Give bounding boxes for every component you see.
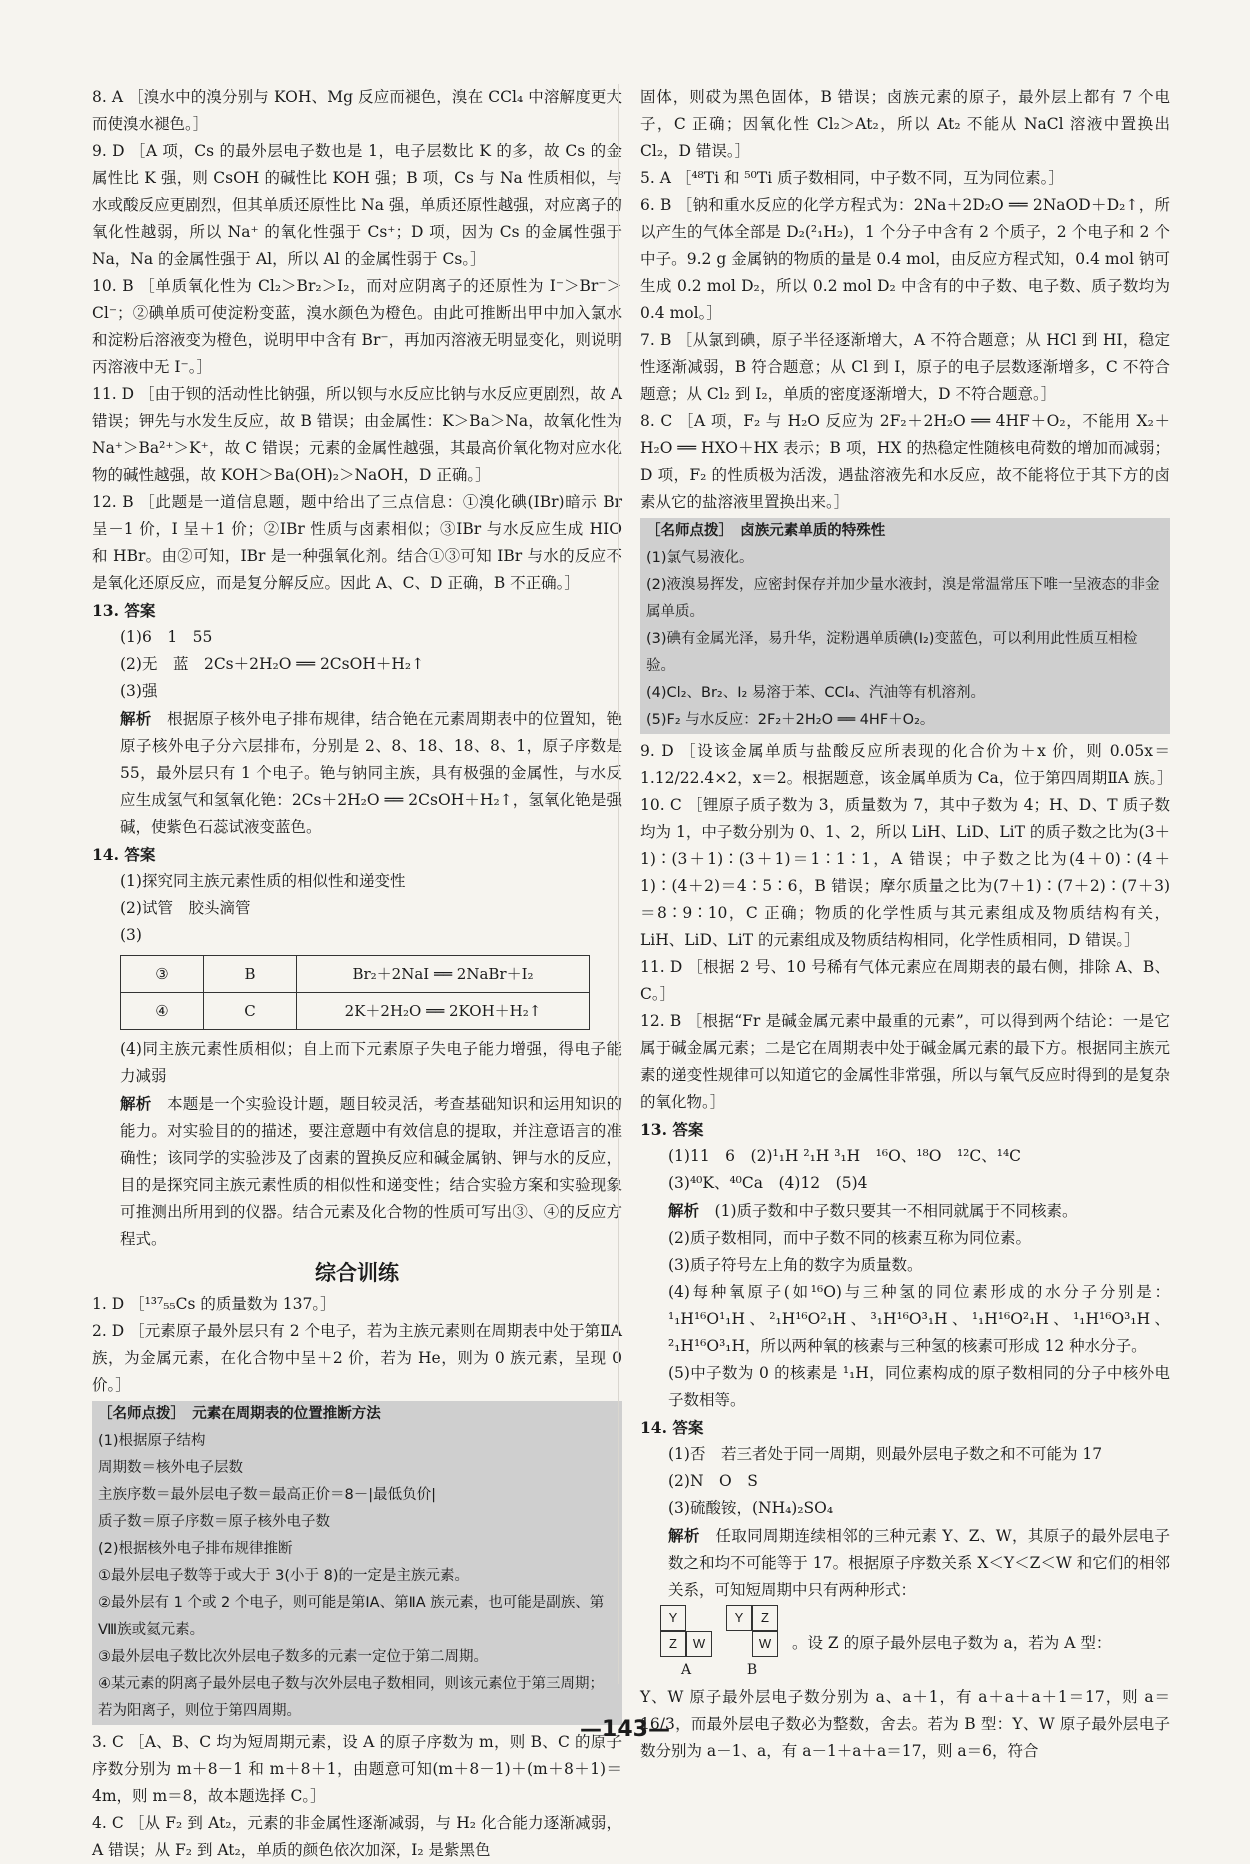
grid-cell: Z (660, 1631, 686, 1657)
diagram-a (660, 1604, 712, 1684)
diagram-label: B (746, 1661, 758, 1678)
table-cell: Br₂＋2NaI ══ 2NaBr＋I₂ (297, 956, 590, 993)
analysis-line: (3)质子符号左上角的数字为质量数。 (668, 1256, 923, 1274)
right-column (640, 84, 1173, 1765)
table-cell: C (204, 993, 297, 1030)
diagram-label: A (680, 1661, 692, 1678)
page-number: —143— (580, 1717, 670, 1742)
analysis-line: Y、W 原子最外层电子数分别为 a、a＋1，有 a＋a＋a＋1＝17，则 a＝16/3，而最外层电子数必为整数，舍去。若为 B 型：Y、W 原子最外层电子数分别为 a－1、a，有 a－1＋a＋a＝17，则 a＝6，符合 (640, 1687, 1171, 1760)
analysis-label: 解析 (668, 1526, 700, 1545)
answer-line: (1)6 1 55 (120, 628, 213, 646)
answer-heading: 14. 答案 (640, 1418, 704, 1437)
grid-cell: Y (660, 1605, 686, 1631)
tip-line: ③最外层电子数比次外层电子数多的元素一定位于第二周期。 (98, 1649, 488, 1665)
answer-line: (3)强 (120, 682, 158, 700)
grid-cell: W (752, 1631, 778, 1657)
tip-line: 质子数＝原子序数＝原子核外电子数 (98, 1514, 330, 1530)
answer-item: 2. D ［元素原子最外层只有 2 个电子，若为主族元素则在周期表中处于第ⅡA 族，为金属元素，在化合物中呈＋2 价，若为 He，则为 0 族元素，呈现 0 价。］ (92, 1322, 622, 1394)
answer-line: (1)探究同主族元素性质的相似性和递变性 (120, 872, 406, 890)
analysis-label: 解析 (120, 1094, 152, 1113)
teacher-tip-box (92, 1401, 622, 1725)
tip-line: (2)液溴易挥发，应密封保存并加少量水液封，溴是常温常压下唯一呈液态的非金属单质。 (646, 577, 1160, 620)
grid-cell: Y (726, 1605, 752, 1631)
answer-item: 9. D ［设该金属单质与盐酸反应所表现的化合价为＋x 价，则 0.05x＝1.12/22.4×2，x＝2。根据题意，该金属单质为 Ca，位于第四周期ⅡA 族。］ (640, 742, 1173, 787)
tip-line: (3)碘有金属光泽，易升华，淀粉遇单质碘(I₂)变蓝色，可以利用此性质互相检验。 (646, 631, 1138, 674)
analysis (92, 1090, 622, 1253)
answer-item: 5. A ［⁴⁸Ti 和 ⁵⁰Ti 质子数相同，中子数不同，互为同位素。］ (640, 169, 1064, 187)
teacher-tip-box (640, 518, 1170, 734)
table-cell: ③ (121, 956, 204, 993)
table-cell: B (204, 956, 297, 993)
grid-cell-empty (686, 1605, 712, 1631)
answer-item: 12. B ［根据“Fr 是碱金属元素中最重的元素”，可以得到两个结论：一是它属于碱金属元素；二是它在周期表中处于碱金属元素的最下方。根据同主族元素的递变性规律可以知道它的金属性非常强，所以与氧气反应时得到的是复杂的氧化物。］ (640, 1012, 1170, 1111)
answer-item: 9. D ［A 项，Cs 的最外层电子数也是 1，电子层数比 K 的多，故 Cs 的金属性比 K 强，则 CsOH 的碱性比 KOH 强；B 项，Cs 与 Na 性质相似，与水或酸反应更剧烈，但其单质还原性比 Na 强，单质还原性越强，对应离子的氧化性越弱，所以 Na⁺ 的氧化性强于 Cs⁺；D 项，因为 Cs 的金属性强于 Na，Na 的金属性强于 Al，所以 Al 的金属性弱于 Cs。］ (92, 142, 622, 268)
answer-line: (1)否 若三者处于同一周期，则最外层电子数之和不可能为 17 (668, 1445, 1103, 1463)
grid-cell-empty (726, 1631, 752, 1657)
tip-line: (1)氯气易液化。 (646, 550, 754, 566)
tip-line: 主族序数＝最外层电子数＝最高正价＝8－|最低负价| (98, 1487, 436, 1503)
tip-line: ④某元素的阴离子最外层电子数与次外层电子数相同，则该元素位于第三周期；若为阳离子，则位于第四周期。 (98, 1676, 604, 1719)
tip-line: (2)根据核外电子排布规律推断 (98, 1541, 293, 1557)
grid-cell: W (686, 1631, 712, 1657)
analysis-line: (5)中子数为 0 的核素是 ¹₁H，同位素构成的原子数相同的分子中核外电子数相等。 (668, 1364, 1170, 1409)
position-diagrams (640, 1604, 1170, 1684)
answer-item: 1. D ［¹³⁷₅₅Cs 的质量数为 137。］ (92, 1295, 336, 1313)
element-grid-a (660, 1605, 712, 1657)
answer-line: (3)⁴⁰K、⁴⁰Ca (4)12 (5)4 (668, 1174, 868, 1192)
answer-heading: 13. 答案 (640, 1120, 704, 1139)
answer-item: 11. D ［由于钡的活动性比钠强，所以钡与水反应比钠与水反应更剧烈，故 A 错误；钾先与水发生反应，故 B 错误；由金属性：K＞Ba＞Na，故氧化性为 Na⁺＞Ba²⁺＞K⁺，故 C 错误；元素的金属性越强，其最高价氧化物对应水化物的碱性越强，故 KOH＞Ba(OH)₂＞NaOH，D 正确。］ (92, 385, 622, 484)
analysis-text: 任取同周期连续相邻的三种元素 Y、Z、W，其原子的最外层电子数之和均不可能等于 17。根据原子序数关系 X＜Y＜Z＜W 和它们的相邻关系，可知短周期中只有两种形式： (668, 1527, 1170, 1599)
answer-line: (4)同主族元素性质相似；自上而下元素原子失电子能力增强，得电子能力减弱 (120, 1040, 622, 1085)
tip-line: (5)F₂ 与水反应：2F₂＋2H₂O ══ 4HF＋O₂。 (646, 712, 935, 728)
analysis (92, 705, 622, 841)
analysis-text: 根据原子核外电子排布规律，结合铯在元素周期表中的位置知，铯原子核外电子分六层排布，分别是 2、8、18、18、8、1，原子序数是 55，最外层只有 1 个电子。铯与钠同主族，具有极强的金属性，与水反应生成氢气和氢氧化铯：2Cs＋2H₂O ══ 2CsOH＋H₂↑，氢氧化铯是强碱，使紫色石蕊试液变蓝色。 (120, 710, 622, 836)
answer-item: 7. B ［从氯到碘，原子半径逐渐增大，A 不符合题意；从 HCl 到 HI，稳定性逐渐减弱，B 符合题意；从 Cl 到 I，原子的电子层数逐渐增多，C 不符合题意；从 Cl₂ 到 I₂，单质的密度逐渐增大，D 不符合题意。］ (640, 331, 1170, 403)
tip-line: 周期数＝核外电子层数 (98, 1460, 243, 1476)
answer-line: (1)11 6 (2)¹₁H ²₁H ³₁H ¹⁶O、¹⁸O ¹²C、¹⁴C (668, 1147, 1022, 1165)
answer-item: 12. B ［此题是一道信息题，题中给出了三点信息：①溴化碘(IBr)暗示 Br 呈－1 价，I 呈＋1 价；②IBr 性质与卤素相似；③IBr 与水反应生成 HIO 和 HBr。由②可知，IBr 是一种强氧化剂。结合①③可知 IBr 与水的反应不是氧化还原反应，而是复分解反应。因此 A、C、D 正确，B 不正确。］ (92, 493, 622, 592)
element-grid-b (726, 1605, 778, 1657)
answer-line: (3)硫酸铵，(NH₄)₂SO₄ (668, 1499, 834, 1517)
analysis-text: (1)质子数和中子数只要其一不相同就属于不同核素。 (714, 1202, 1078, 1220)
analysis-label: 解析 (668, 1201, 700, 1220)
tip-title: ［名师点拨］ 元素在周期表的位置推断方法 (98, 1406, 381, 1422)
left-column (92, 84, 622, 1864)
analysis-label-line (640, 1197, 1170, 1225)
equation-table (120, 955, 590, 1030)
answer-item: 4. C ［从 F₂ 到 At₂，元素的非金属性逐渐减弱，与 H₂ 化合能力逐渐减弱，A 错误；从 F₂ 到 At₂，单质的颜色依次加深，I₂ 是紫黑色 (92, 1814, 622, 1859)
table-row (121, 993, 590, 1030)
tip-line: (1)根据原子结构 (98, 1433, 206, 1449)
analysis-text: 本题是一个实验设计题，题目较灵活，考查基础知识和运用知识的能力。对实验目的的描述，要注意题中有效信息的提取，并注意语言的准确性；该同学的实验涉及了卤素的置换反应和碱金属钠、钾与水的反应，目的是探究同主族元素性质的相似性和递变性；结合实验方案和实验现象可推测出所用到的仪器。结合元素及化合物的性质可写出③、④的反应方程式。 (120, 1095, 622, 1248)
grid-cell: Z (752, 1605, 778, 1631)
answer-line: (2)试管 胶头滴管 (120, 899, 251, 917)
column-divider (618, 84, 619, 1684)
answer-item: 10. C ［锂原子质子数为 3，质量数为 7，其中子数为 4；H、D、T 质子数均为 1，中子数分别为 0、1、2，所以 LiH、LiD、LiT 的质子数之比为(3＋1)∶(3＋1)∶(3＋1)＝1∶1∶1，A 错误；中子数之比为(4＋0)∶(4＋1)∶(4＋2)＝4∶5∶6，B 错误；摩尔质量之比为(7＋1)∶(7＋2)∶(7＋3)＝8∶9∶10，C 正确；物质的化学性质与其元素组成及物质结构有关，LiH、LiD、LiT 的元素组成及物质结构相同，化学性质相同，D 错误。］ (640, 796, 1170, 949)
tip-line: (4)Cl₂、Br₂、I₂ 易溶于苯、CCl₄、汽油等有机溶剂。 (646, 685, 986, 701)
answer-item: 3. C ［A、B、C 均为短周期元素，设 A 的原子序数为 m，则 B、C 的原子序数分别为 m＋8－1 和 m＋8＋1，由题意可知(m＋8－1)＋(m＋8＋1)＝4m，则 m＝8，故本题选择 C。］ (92, 1733, 622, 1805)
analysis-line: (2)质子数相同，而中子数不同的核素互称为同位素。 (668, 1229, 1031, 1247)
analysis (640, 1522, 1170, 1604)
tip-title: ［名师点拨］ 卤族元素单质的特殊性 (646, 523, 886, 539)
answer-line: (2)无 蓝 2Cs＋2H₂O ══ 2CsOH＋H₂↑ (120, 655, 425, 673)
answer-item: 10. B ［单质氧化性为 Cl₂＞Br₂＞I₂，而对应阴离子的还原性为 I⁻＞Br⁻＞Cl⁻；②碘单质可使淀粉变蓝，溴水颜色为橙色。由此可推断出甲中加入氯水和淀粉后溶液变为橙色，说明甲中含有 Br⁻，再加丙溶液无明显变化，则说明丙溶液中无 I⁻。］ (92, 277, 622, 376)
answer-item: 6. B ［钠和重水反应的化学方程式为：2Na＋2D₂O ══ 2NaOD＋D₂↑，所以产生的气体全部是 D₂(²₁H₂)，1 个分子中含有 2 个质子，2 个电子和 2 个中子。9.2 g 金属钠的物质的量是 0.4 mol，由反应方程式知，0.4 mol 钠可生成 0.2 mol D₂，所以 0.2 mol D₂ 中含有的中子数、电子数、质子数均为 0.4 mol。］ (640, 196, 1170, 322)
answer-item: 8. A ［溴水中的溴分别与 KOH、Mg 反应而褪色，溴在 CCl₄ 中溶解度更大而使溴水褪色。］ (92, 88, 622, 133)
analysis-line: (4)每种氧原子(如¹⁶O)与三种氢的同位素形成的水分子分别是：¹₁H¹⁶O¹₁H、²₁H¹⁶O²₁H、³₁H¹⁶O³₁H、¹₁H¹⁶O²₁H、¹₁H¹⁶O³₁H、²₁H¹⁶O³₁H，所以两种氧的核素与三种氢的核素可形成 12 种水分子。 (668, 1283, 1170, 1355)
answer-item: 8. C ［A 项，F₂ 与 H₂O 反应为 2F₂＋2H₂O ══ 4HF＋O₂，不能用 X₂＋H₂O ══ HXO＋HX 表示；B 项，HX 的热稳定性随核电荷数的增加而减弱；D 项，F₂ 的性质极为活泼，遇盐溶液先和水反应，故不能将位于其下方的卤素从它的盐溶液里置换出来。］ (640, 412, 1171, 511)
diagram-b (726, 1604, 778, 1684)
table-cell: ④ (121, 993, 204, 1030)
analysis-label: 解析 (120, 709, 152, 728)
answer-line: (2)N O S (668, 1472, 758, 1490)
answer-heading: 14. 答案 (92, 845, 156, 864)
tip-line: ①最外层电子数等于或大于 3(小于 8)的一定是主族元素。 (98, 1568, 469, 1584)
analysis-text: 。设 Z 的原子最外层电子数为 a，若为 A 型： (792, 1634, 1112, 1653)
table-cell: 2K＋2H₂O ══ 2KOH＋H₂↑ (297, 993, 590, 1030)
table-row (121, 956, 590, 993)
section-title: 综合训练 (315, 1261, 399, 1285)
tip-line: ②最外层有 1 个或 2 个电子，则可能是第ⅠA、第ⅡA 族元素，也可能是副族、第Ⅷ族或氦元素。 (98, 1595, 605, 1638)
answer-heading: 13. 答案 (92, 601, 156, 620)
answer-item: 固体，则砹为黑色固体，B 错误；卤族元素的原子，最外层上都有 7 个电子，C 正确；因氧化性 Cl₂＞At₂，所以 At₂ 不能从 NaCl 溶液中置换出 Cl₂，D 错误。］ (640, 88, 1170, 160)
answer-line: (3) (120, 926, 142, 944)
answer-item: 11. D ［根据 2 号、10 号稀有气体元素应在周期表的最右侧，排除 A、B、C。］ (640, 958, 1170, 1003)
